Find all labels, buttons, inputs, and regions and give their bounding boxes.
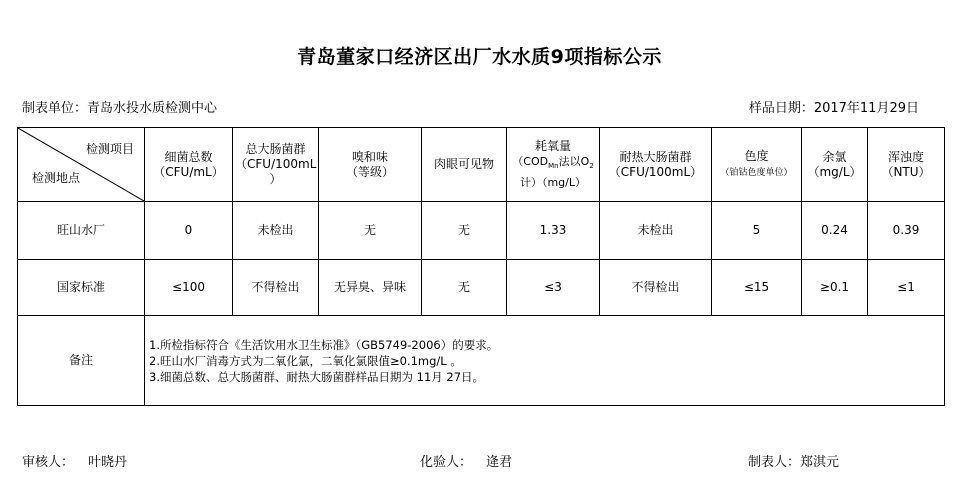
table-cell: ≤15 [712, 260, 802, 316]
header-unit: （$COD_{Mn}$法以$O_2$ [512, 155, 594, 171]
corner-header-cell [18, 128, 145, 202]
table-cell: 0.39 [868, 202, 945, 260]
table-row [18, 260, 945, 316]
note-line: 2.旺山水厂消毒方式为二氧化氯，二氧化氯限值≥0.1mg/L 。 [149, 353, 462, 368]
page-title: 青岛董家口经济区出厂水水质9项指标公示 [297, 46, 662, 68]
table-cell: 不得检出 [600, 260, 712, 316]
table-cell: 无 [422, 202, 507, 260]
header-color [712, 128, 802, 202]
header-unit: （铂钴色度单位） [720, 167, 793, 178]
header-text: 总大肠菌群 [245, 142, 306, 156]
header-thermotolerant-coliform [600, 128, 712, 202]
table-cell: 0 [145, 202, 233, 260]
table-cell: 不得检出 [233, 260, 319, 316]
table-cell: 0.24 [802, 202, 868, 260]
header-unit: （NTU） [881, 164, 931, 179]
header-odor [319, 128, 422, 202]
header-unit-tail: ） [269, 172, 282, 186]
table-cell: ≤3 [507, 260, 600, 316]
table-cell: 未检出 [233, 202, 319, 260]
reviewer-label: 审核人： [22, 455, 75, 470]
header-visible-matter [422, 128, 507, 202]
water-quality-table [17, 127, 945, 406]
reviewer-signature [22, 451, 127, 470]
header-text: 肉眼可见物 [433, 157, 494, 171]
table-cell: 无 [422, 260, 507, 316]
table-header-row [18, 128, 945, 202]
header-text: 浑浊度 [887, 149, 924, 164]
header-turbidity [868, 128, 945, 202]
table-cell: 无 [319, 202, 422, 260]
table-cell: 5 [712, 202, 802, 260]
header-unit: （CFU/100mL [235, 157, 317, 171]
note-line: 3.细菌总数、总大肠菌群、耐热大肠菌群样品日期为 11月 27日。 [149, 369, 485, 384]
tester-name: 逄君 [486, 455, 513, 470]
diagonal-line [18, 128, 144, 201]
table-cell: ≤100 [145, 260, 233, 316]
issuing-unit: 制表单位：青岛水投水质检测中心 [22, 101, 218, 116]
notes-label: 备注 [18, 316, 145, 406]
maker-label: 制表人： [748, 455, 801, 470]
sample-date: 样品日期：2017年11月29日 [748, 101, 919, 116]
table-cell: ≤1 [868, 260, 945, 316]
reviewer-name: 叶晓丹 [88, 455, 128, 470]
table-cell: 1.33 [507, 202, 600, 260]
header-text: 耐热大肠菌群 [619, 149, 692, 164]
header-text: 嗅和味 [351, 149, 388, 164]
table-cell: 未检出 [600, 202, 712, 260]
header-unit: （mg/L） [807, 164, 862, 179]
header-bacteria [145, 128, 233, 202]
header-unit-tail: 计）（mg/L） [519, 175, 587, 189]
notes-row [18, 316, 945, 406]
header-unit: （CFU/mL） [153, 164, 224, 179]
header-oxygen-consumption [507, 128, 600, 202]
table-row [18, 202, 945, 260]
notes-cell [145, 316, 945, 406]
header-residual-chlorine [802, 128, 868, 202]
table-cell: 无异臭、异味 [319, 260, 422, 316]
header-coliform [233, 128, 319, 202]
note-line: 1.所检指标符合《生活饮用水卫生标准》（GB5749-2006）的要求。 [149, 337, 499, 352]
row-label: 旺山水厂 [18, 202, 145, 260]
header-unit: （CFU/100mL） [608, 164, 703, 179]
maker-signature [748, 451, 839, 470]
header-text: 余氯 [822, 149, 847, 164]
maker-name: 郑淇元 [800, 455, 840, 470]
corner-item-label: 检测项目 [85, 142, 134, 156]
header-unit: （等级） [345, 164, 394, 179]
corner-location-label: 检测地点 [32, 171, 81, 185]
tester-label: 化验人： [420, 455, 473, 470]
tester-signature [420, 451, 512, 470]
header-text: 细菌总数 [164, 149, 213, 164]
header-text: 耗氧量 [534, 139, 571, 154]
row-label: 国家标准 [18, 260, 145, 316]
header-text: 色度 [744, 148, 769, 163]
table-cell: ≥0.1 [802, 260, 868, 316]
